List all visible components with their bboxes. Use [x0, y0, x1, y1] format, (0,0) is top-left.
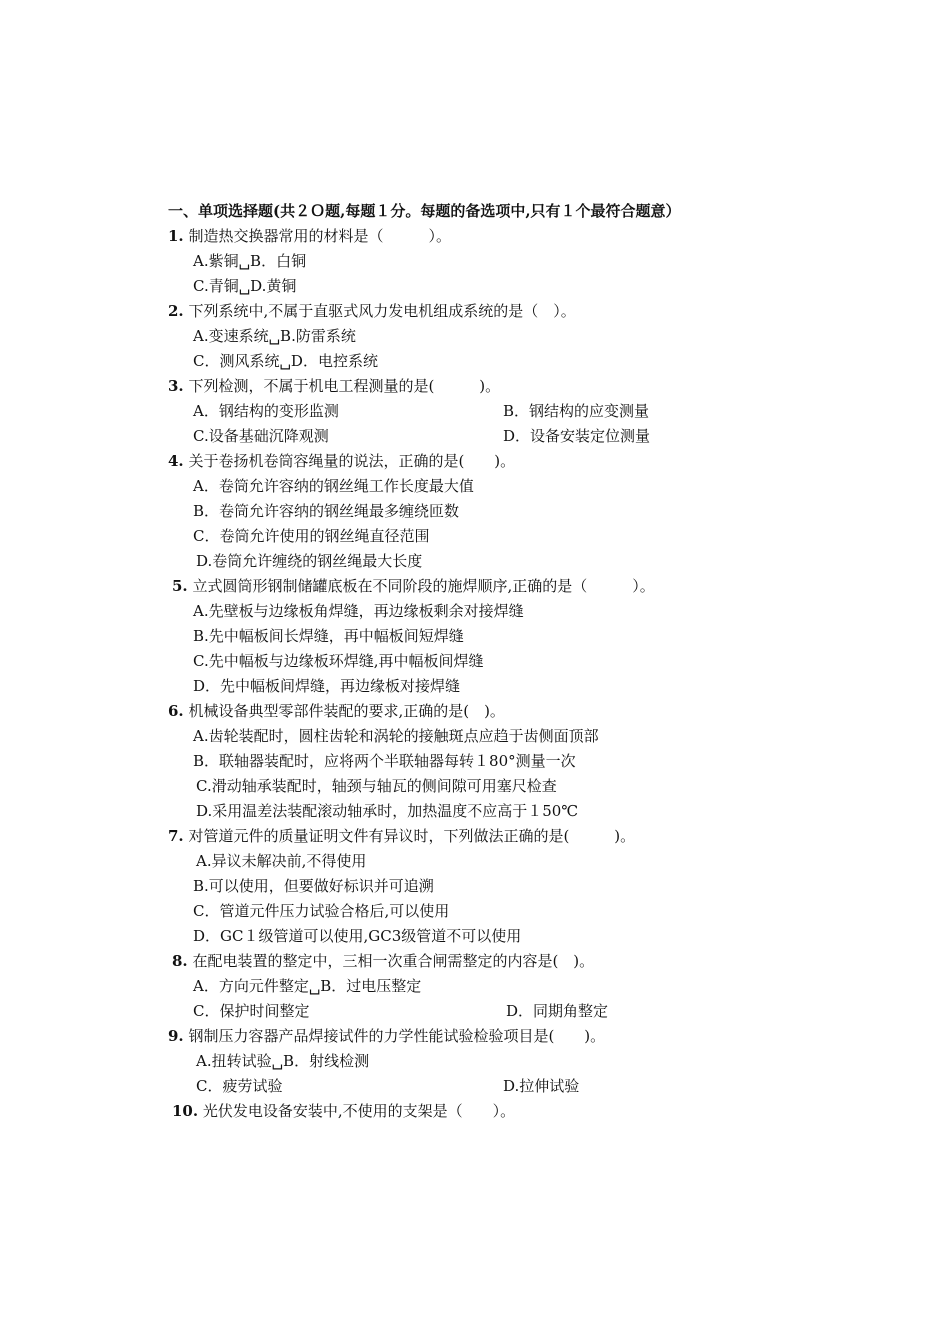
option-line: A．卷筒允许容纳的钢丝绳工作长度最大值 [193, 477, 474, 495]
option-line: A.异议未解决前,不得使用 [196, 852, 367, 870]
option-line: D.卷筒允许缠绕的钢丝绳最大长度 [196, 552, 423, 570]
question-number: 6. [168, 702, 184, 720]
section-heading: 一、单项选择题(共２Ｏ题,每题１分。每题的备选项中,只有１个最符合题意） [168, 202, 681, 220]
question-number: 7. [168, 827, 184, 845]
option-line: C.滑动轴承装配时，轴颈与轴瓦的侧间隙可用塞尺检查 [196, 777, 557, 795]
question-7 [168, 826, 635, 846]
option-line: B.可以使用，但要做好标识并可追溯 [193, 877, 434, 895]
question-text: 钢制压力容器产品焊接试件的力学性能试验检验项目是( )。 [188, 1027, 606, 1045]
question-number: 10. [172, 1102, 199, 1120]
option-left: A.扭转试验␣B．射线检测 [196, 1052, 370, 1070]
question-text: 立式圆筒形钢制储罐底板在不同阶段的施焊顺序,正确的是（ ）。 [192, 577, 655, 595]
option-left: A．方向元件整定␣B．过电压整定 [193, 977, 422, 995]
option-left: C．疲劳试验 [196, 1077, 283, 1095]
option-line: B．卷筒允许容纳的钢丝绳最多缠绕匝数 [193, 502, 460, 520]
option-line: B．联轴器装配时，应将两个半联轴器每转１80°测量一次 [193, 752, 576, 770]
option-line: A.先壁板与边缘板角焊缝，再边缘板剩余对接焊缝 [193, 602, 524, 620]
option-line: D．先中幅板间焊缝，再边缘板对接焊缝 [193, 677, 461, 695]
option-right: D．同期角整定 [506, 1002, 609, 1020]
question-5 [172, 576, 655, 596]
question-text: 在配电装置的整定中，三相一次重合闸需整定的内容是( )。 [192, 952, 595, 970]
option-line: C．卷筒允许使用的钢丝绳直径范围 [193, 527, 430, 545]
question-3 [168, 376, 500, 396]
question-text: 下列系统中,不属于直驱式风力发电机组成系统的是（ ）。 [188, 302, 576, 320]
option-line: A.齿轮装配时，圆柱齿轮和涡轮的接触斑点应趋于齿侧面顶部 [193, 727, 599, 745]
question-4 [168, 451, 515, 471]
question-text: 下列检测，不属于机电工程测量的是( )。 [188, 377, 501, 395]
option-line: A.紫铜␣B．白铜 [193, 252, 307, 270]
question-10 [172, 1101, 515, 1121]
question-number: 2. [168, 302, 184, 320]
question-number: 5. [172, 577, 188, 595]
option-line: C.先中幅板与边缘板环焊缝,再中幅板间焊缝 [193, 652, 484, 670]
option-line: A.变速系统␣B.防雷系统 [193, 327, 356, 345]
question-number: 4. [168, 452, 184, 470]
question-9 [168, 1026, 605, 1046]
option-left: C.设备基础沉降观测 [193, 427, 329, 445]
option-line: C．测风系统␣D．电控系统 [193, 352, 378, 370]
option-right: D.拉伸试验 [503, 1077, 580, 1095]
question-number: 3. [168, 377, 184, 395]
question-number: 8. [172, 952, 188, 970]
option-right: B．钢结构的应变测量 [503, 402, 650, 420]
question-2 [168, 301, 576, 321]
option-line: C.青铜␣D.黄铜 [193, 277, 297, 295]
question-6 [168, 701, 505, 721]
option-line: D．GC１级管道可以使用,GC3级管道不可以使用 [193, 927, 522, 945]
option-left: C．保护时间整定 [193, 1002, 310, 1020]
question-number: 1. [168, 227, 184, 245]
option-line: D.采用温差法装配滚动轴承时，加热温度不应高于１50℃ [196, 802, 579, 820]
question-text: 光伏发电设备安装中,不使用的支架是（ ）。 [202, 1102, 516, 1120]
option-right: D．设备安装定位测量 [503, 427, 651, 445]
option-left: A．钢结构的变形监测 [193, 402, 339, 420]
option-line: C．管道元件压力试验合格后,可以使用 [193, 902, 450, 920]
question-text: 关于卷扬机卷筒容绳量的说法，正确的是( )。 [188, 452, 516, 470]
question-text: 机械设备典型零部件装配的要求,正确的是( )。 [188, 702, 505, 720]
question-text: 制造热交换器常用的材料是（ ）。 [188, 227, 451, 245]
question-text: 对管道元件的质量证明文件有异议时，下列做法正确的是( )。 [188, 827, 636, 845]
question-number: 9. [168, 1027, 184, 1045]
option-line: B.先中幅板间长焊缝，再中幅板间短焊缝 [193, 627, 464, 645]
question-8 [172, 951, 594, 971]
question-1 [168, 226, 451, 246]
